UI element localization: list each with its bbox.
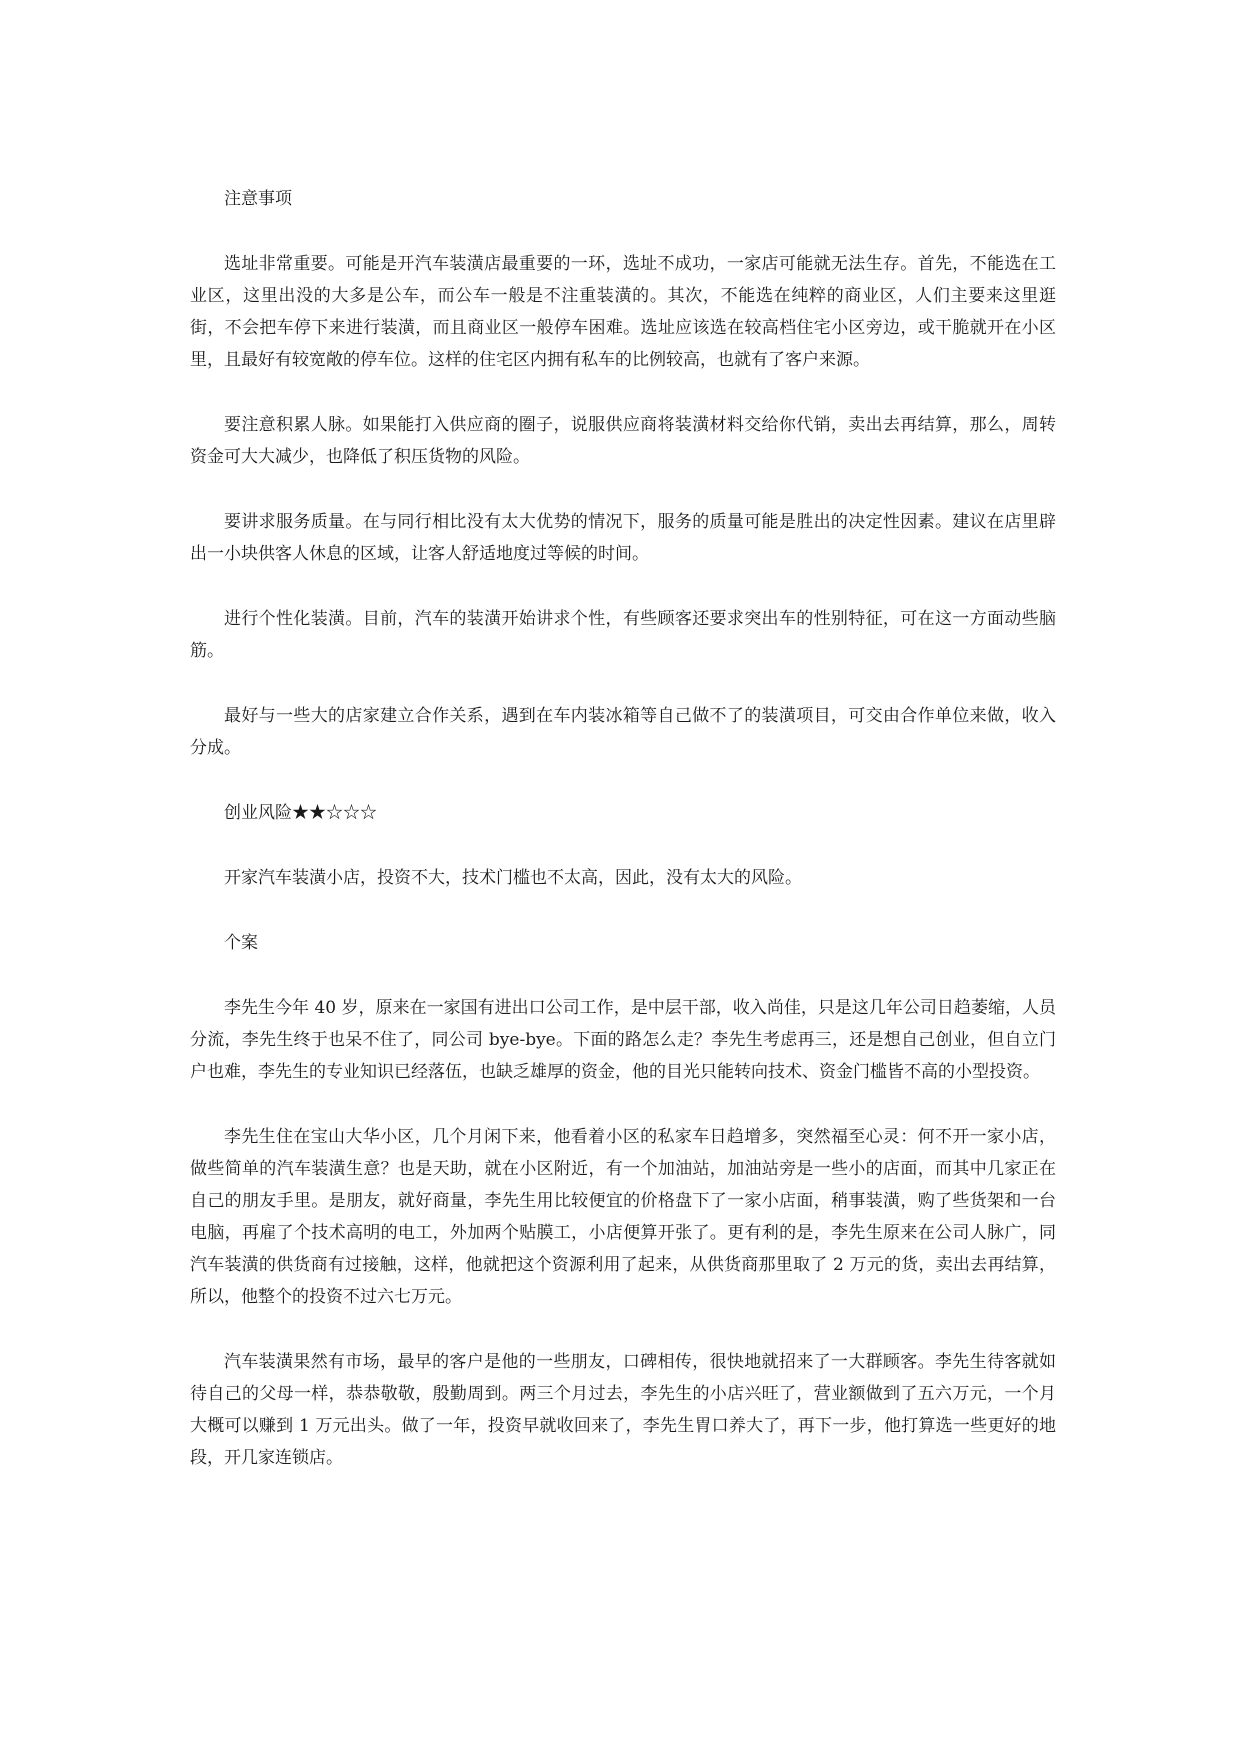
paragraph-service-quality: 要讲求服务质量。在与同行相比没有太大优势的情况下，服务的质量可能是胜出的决定性因素。建议在店里辟出一小块供客人休息的区域，让客人舒适地度过等候的时间。 xyxy=(190,512,1056,564)
document-body xyxy=(190,183,1056,1507)
paragraph-site-selection: 选址非常重要。可能是开汽车装潢店最重要的一环，选址不成功，一家店可能就无法生存。首先，不能选在工业区，这里出没的大多是公车，而公车一般是不注重装潢的。其次，不能选在纯粹的商业区，人们主要来这里逛街，不会把车停下来进行装潢，而且商业区一般停车困难。选址应该选在较高档住宅小区旁边，或干脆就开在小区里，且最好有较宽敞的停车位。这样的住宅区内拥有私车的比例较高，也就有了客户来源。 xyxy=(190,254,1056,370)
heading-notes: 注意事项 xyxy=(224,189,292,209)
paragraph-risk-summary: 开家汽车装潢小店，投资不大，技术门槛也不太高，因此，没有太大的风险。 xyxy=(224,868,802,888)
paragraph-personalization: 进行个性化装潢。目前，汽车的装潢开始讲求个性，有些顾客还要求突出车的性别特征，可在这一方面动些脑筋。 xyxy=(190,609,1056,661)
heading-case: 个案 xyxy=(224,933,258,953)
paragraph-case-1: 李先生今年 40 岁，原来在一家国有进出口公司工作，是中层干部，收入尚佳，只是这几年公司日趋萎缩，人员分流，李先生终于也呆不住了，同公司 bye-bye。下面的路怎么走？李先生考虑再三，还是想自己创业，但自立门户也难，李先生的专业知识已经落伍，也缺乏雄厚的资金，他的目光只能转向技术、资金门槛皆不高的小型投资。 xyxy=(190,998,1056,1082)
heading-risk: 创业风险★★☆☆☆ xyxy=(224,803,377,823)
paragraph-case-2: 李先生住在宝山大华小区，几个月闲下来，他看着小区的私家车日趋增多，突然福至心灵：何不开一家小店，做些简单的汽车装潢生意？也是天助，就在小区附近，有一个加油站，加油站旁是一些小的店面，而其中几家正在自己的朋友手里。是朋友，就好商量，李先生用比较便宜的价格盘下了一家小店面，稍事装潢，购了些货架和一台电脑，再雇了个技术高明的电工，外加两个贴膜工，小店便算开张了。更有利的是，李先生原来在公司人脉广，同汽车装潢的供货商有过接触，这样，他就把这个资源利用了起来，从供货商那里取了 2 万元的货，卖出去再结算，所以，他整个的投资不过六七万元。 xyxy=(190,1127,1056,1307)
paragraph-case-3: 汽车装潢果然有市场，最早的客户是他的一些朋友，口碑相传，很快地就招来了一大群顾客。李先生待客就如待自己的父母一样，恭恭敬敬，殷勤周到。两三个月过去，李先生的小店兴旺了，营业额做到了五六万元，一个月大概可以赚到 1 万元出头。做了一年，投资早就收回来了，李先生胃口养大了，再下一步，他打算选一些更好的地段，开几家连锁店。 xyxy=(190,1352,1056,1468)
paragraph-cooperation: 最好与一些大的店家建立合作关系，遇到在车内装冰箱等自己做不了的装潢项目，可交由合作单位来做，收入分成。 xyxy=(190,706,1056,758)
paragraph-connections: 要注意积累人脉。如果能打入供应商的圈子，说服供应商将装潢材料交给你代销，卖出去再结算，那么，周转资金可大大减少，也降低了积压货物的风险。 xyxy=(190,415,1056,467)
